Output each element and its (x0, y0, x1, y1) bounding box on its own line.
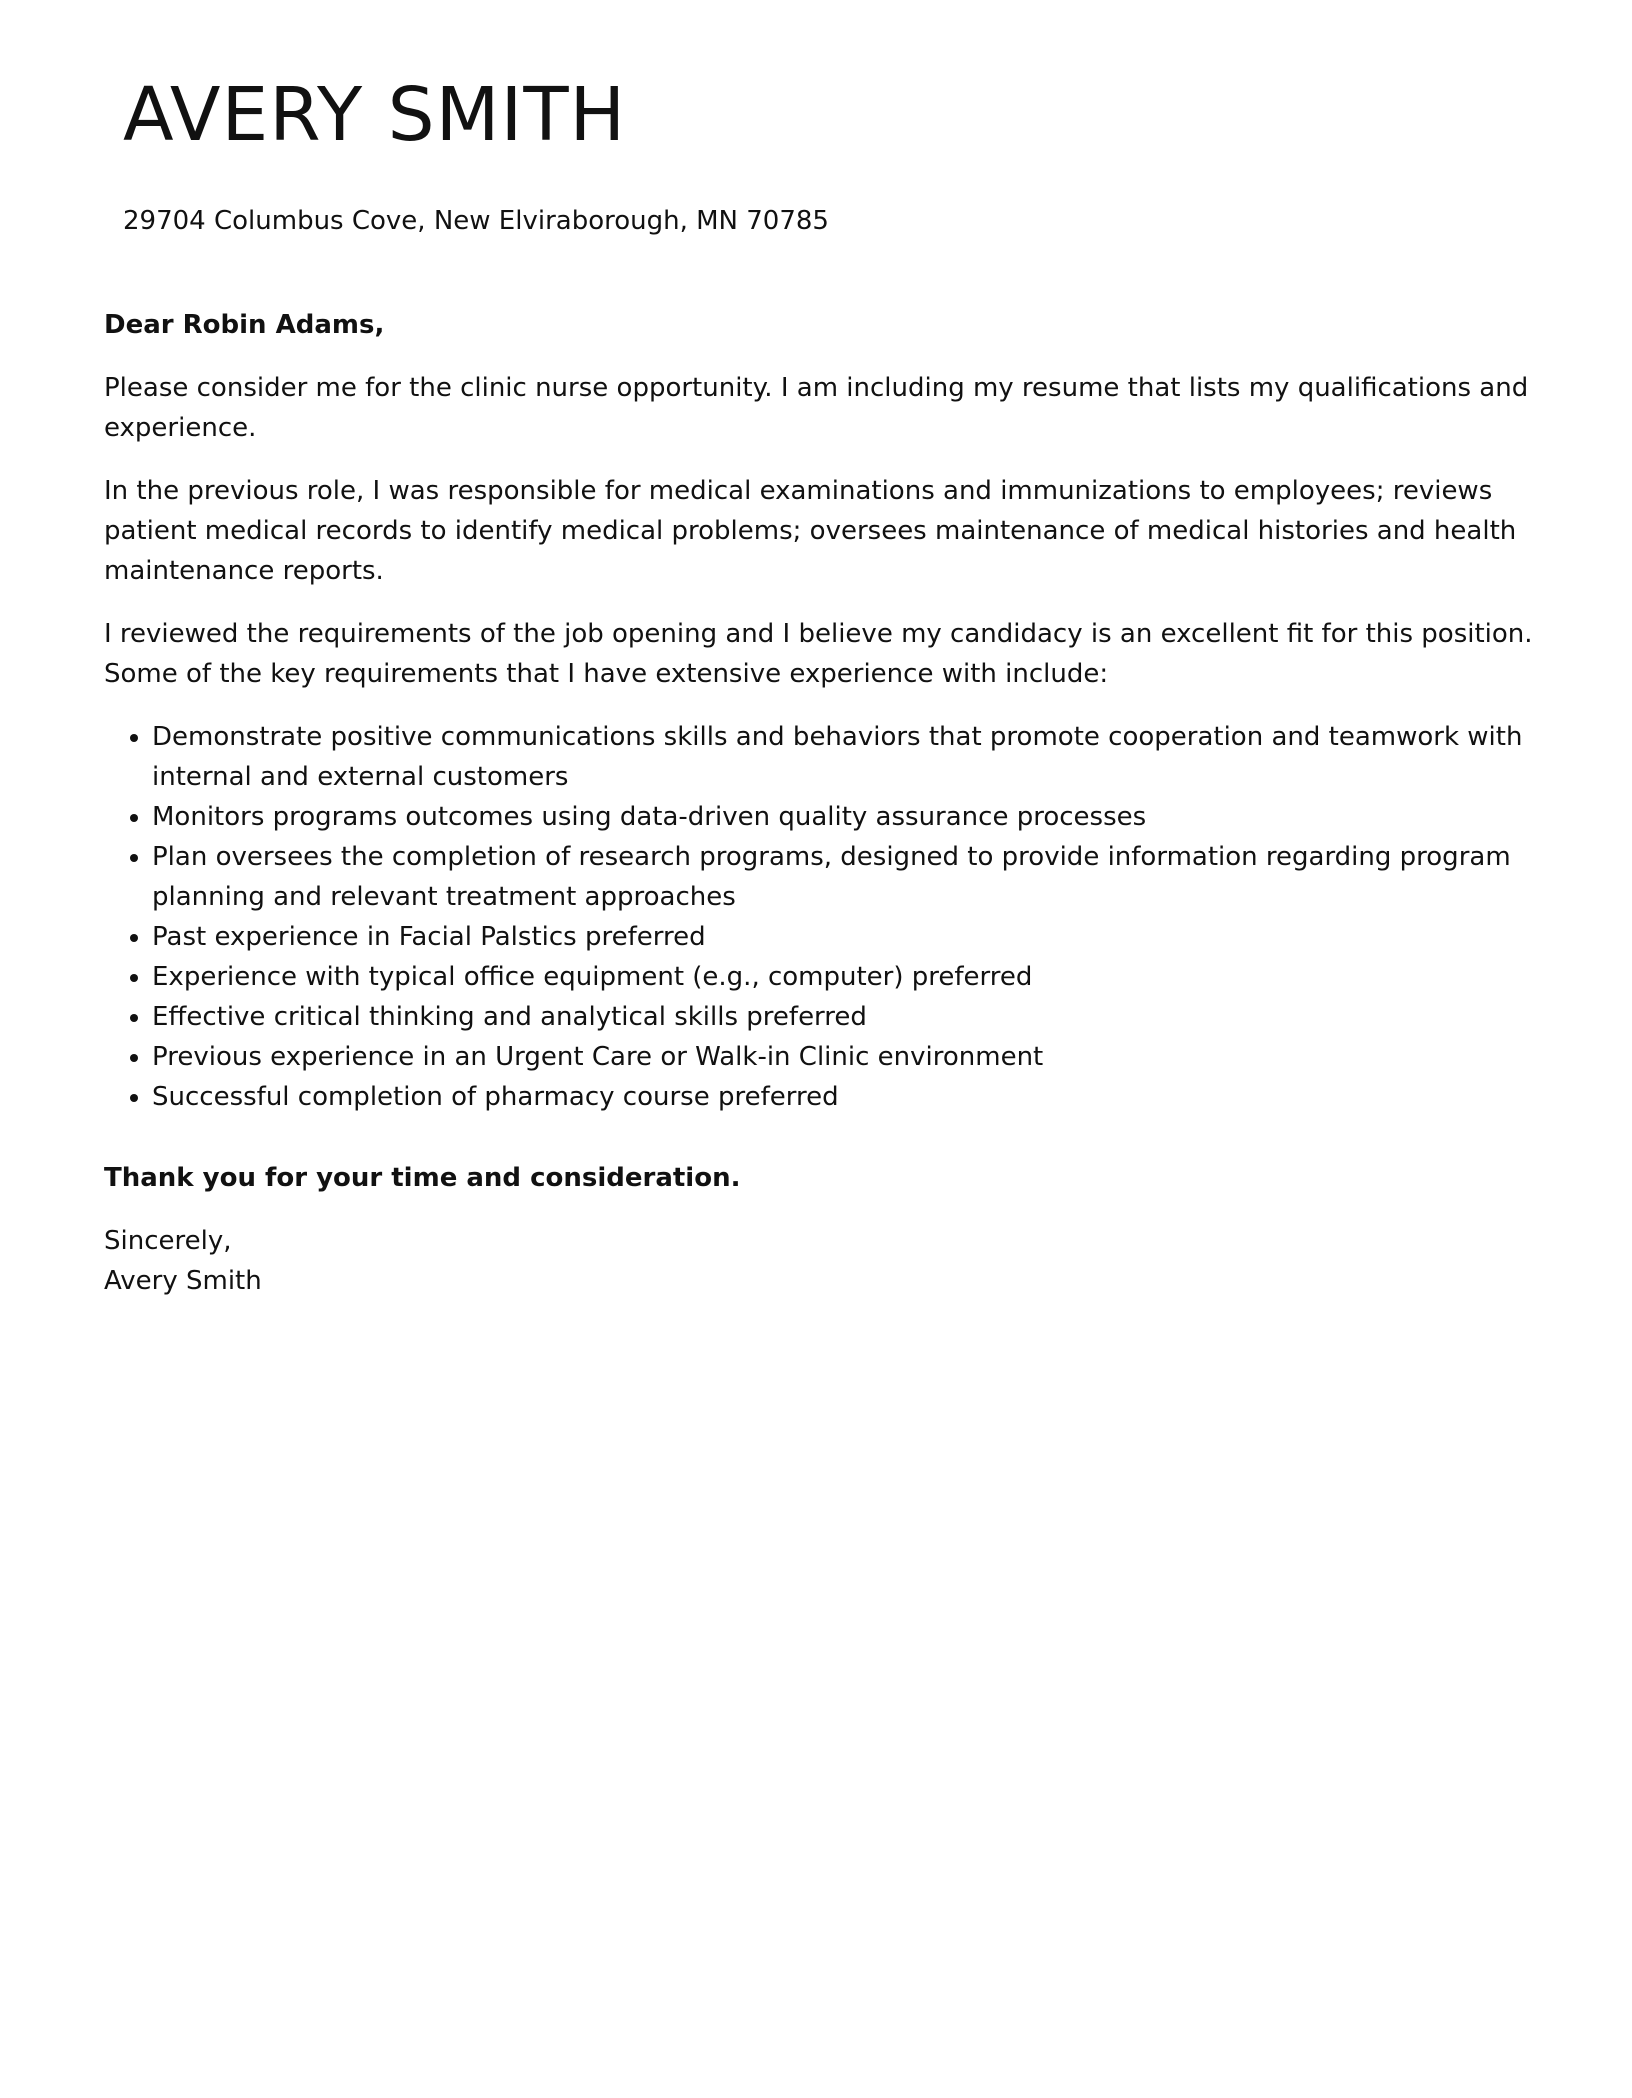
list-item: • Plan oversees the completion of research programs, designed to provide information regarding program planning and relevant treatment approaches (152, 837, 1534, 917)
intro-paragraph: Please consider me for the clinic nurse opportunity. I am including my resume that lists my qualifications and experience. (104, 373, 1529, 443)
letter-header (123, 70, 1423, 238)
requirements-list (104, 717, 1534, 1117)
signoff-block (104, 1221, 1534, 1301)
experience-paragraph: In the previous role, I was responsible for medical examinations and immunizations to employees; reviews patient medical records to identify medical problems; oversees maintenance of medical histories and health maintenance reports. (104, 476, 1517, 586)
closing-line: Thank you for your time and consideration. (104, 1163, 741, 1193)
signature-name: Avery Smith (104, 1266, 262, 1296)
requirements-intro-paragraph: I reviewed the requirements of the job opening and I believe my candidacy is an excellent fit for this position. Some of the key requirements that I have extensive experience with include: (104, 619, 1533, 689)
list-item: • Experience with typical office equipment (e.g., computer) preferred (152, 957, 1534, 997)
list-item: • Effective critical thinking and analytical skills preferred (152, 997, 1534, 1037)
list-item: • Demonstrate positive communications skills and behaviors that promote cooperation and teamwork with internal and external customers (152, 717, 1534, 797)
salutation: Dear Robin Adams, (104, 310, 385, 340)
list-item: • Monitors programs outcomes using data-driven quality assurance processes (152, 797, 1534, 837)
signoff-text: Sincerely, (104, 1226, 232, 1256)
sender-name: AVERY SMITH (123, 72, 627, 158)
list-item: • Successful completion of pharmacy course preferred (152, 1077, 1534, 1117)
list-item: • Previous experience in an Urgent Care or Walk-in Clinic environment (152, 1037, 1534, 1077)
sender-address: 29704 Columbus Cove, New Elviraborough, MN 70785 (123, 206, 829, 236)
letter-body (104, 305, 1534, 1301)
list-item: • Past experience in Facial Palstics preferred (152, 917, 1534, 957)
